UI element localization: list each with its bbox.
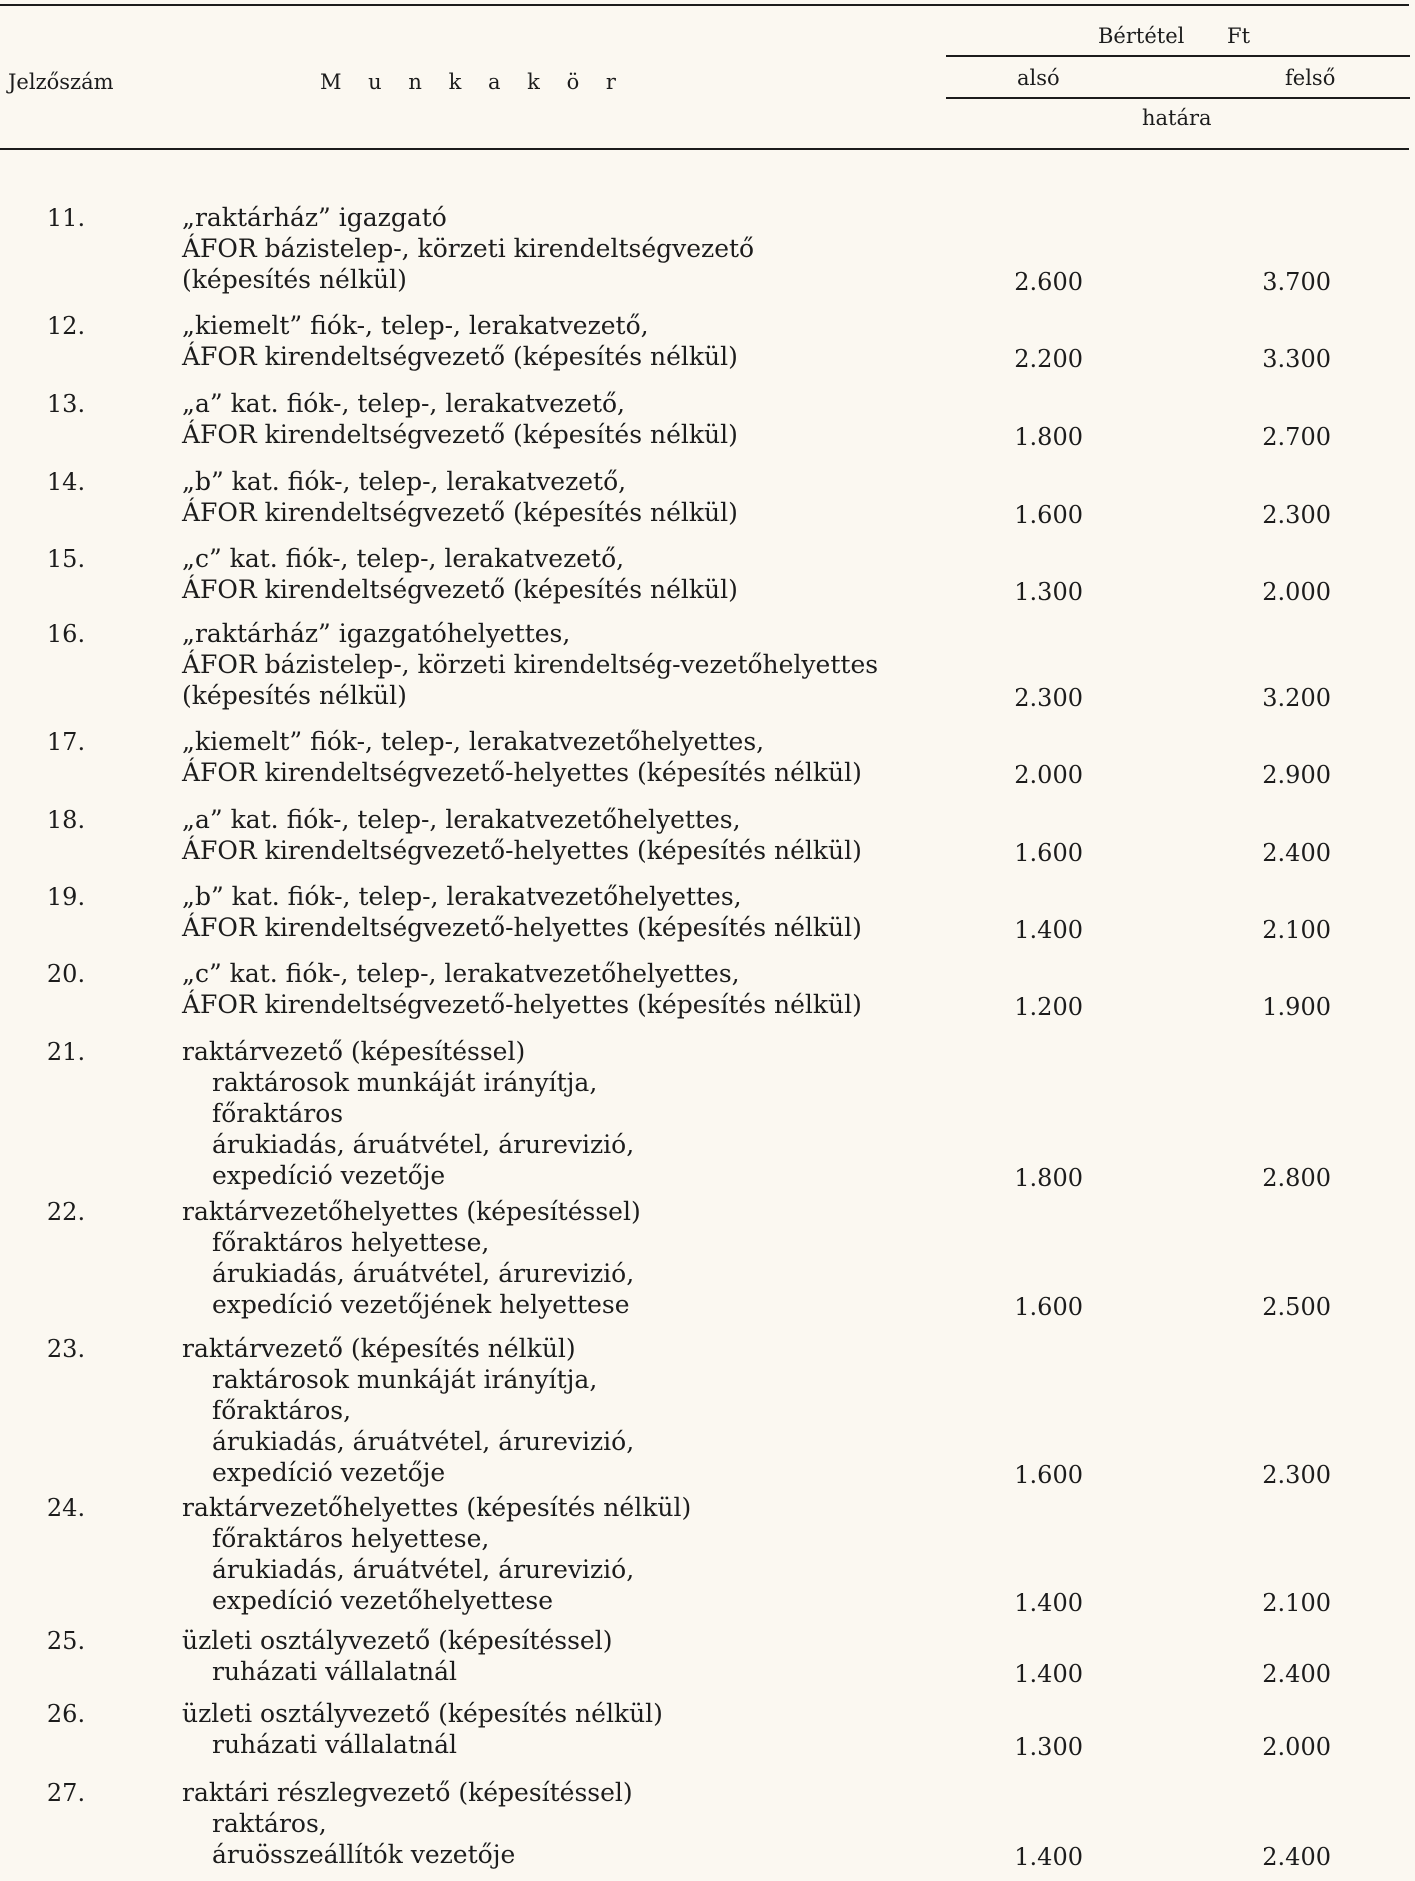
header-felso: felső — [1285, 66, 1336, 90]
description-line: üzleti osztályvezető (képesítés nélkül) — [182, 1699, 663, 1728]
description-line: „raktárház” igazgatóhelyettes, — [182, 619, 571, 648]
description-line: „a” kat. fiók-, telep-, lerakatvezető, — [182, 389, 626, 418]
wage-lower-value: 2.000 — [1014, 761, 1083, 789]
description-line: „raktárház” igazgató — [182, 203, 447, 232]
description-line: ÁFOR kirendeltségvezető-helyettes (képesítés nélkül) — [182, 758, 862, 787]
description-line: „a” kat. fiók-, telep-, lerakatvezetőhelyettes, — [182, 805, 741, 834]
description-line: ÁFOR kirendeltségvezető-helyettes (képesítés nélkül) — [182, 836, 862, 865]
wage-upper-value: 1.900 — [1262, 993, 1331, 1021]
description-line: „kiemelt” fiók-, telep-, lerakatvezető, — [182, 311, 649, 340]
wage-upper-value: 2.900 — [1262, 761, 1331, 789]
description-line: expedíció vezetője — [212, 1161, 446, 1190]
wage-upper-value: 2.400 — [1262, 1843, 1331, 1871]
description-line: raktárosok munkáját irányítja, — [212, 1068, 598, 1097]
description-line: raktárvezetőhelyettes (képesítéssel) — [182, 1197, 641, 1226]
wage-upper-value: 2.100 — [1262, 916, 1331, 944]
row-code: 12. — [46, 312, 86, 340]
description-line: „kiemelt” fiók-, telep-, lerakatvezetőhelyettes, — [182, 727, 765, 756]
header-hatara: határa — [1142, 106, 1212, 130]
row-code: 24. — [46, 1494, 86, 1522]
wage-lower-value: 1.400 — [1014, 1660, 1083, 1688]
description-line: árukiadás, áruátvétel, árurevizió, — [212, 1130, 635, 1159]
description-line: „c” kat. fiók-, telep-, lerakatvezetőhelyettes, — [182, 959, 740, 988]
row-description — [182, 958, 862, 1020]
description-line: raktári részlegvezető (képesítéssel) — [182, 1778, 633, 1807]
description-line: ruházati vállalatnál — [212, 1657, 457, 1686]
row-description — [182, 466, 738, 528]
wage-lower-value: 1.800 — [1014, 1164, 1083, 1192]
description-line: főraktáros helyettese, — [212, 1524, 490, 1553]
description-line: raktárvezető (képesítés nélkül) — [182, 1334, 576, 1363]
row-description — [182, 1698, 663, 1760]
bertetel-rule — [946, 55, 1410, 57]
row-description — [182, 543, 738, 605]
row-code: 21. — [46, 1038, 86, 1066]
row-code: 23. — [46, 1335, 86, 1363]
description-line: főraktáros, — [212, 1396, 352, 1425]
description-line: ÁFOR kirendeltségvezető (képesítés nélkül) — [182, 420, 738, 449]
description-line: „c” kat. fiók-, telep-, lerakatvezető, — [182, 544, 625, 573]
description-line: raktárvezetőhelyettes (képesítés nélkül) — [182, 1493, 692, 1522]
description-line: raktárosok munkáját irányítja, — [212, 1365, 598, 1394]
row-code: 16. — [46, 620, 86, 648]
description-line: ÁFOR bázistelep-, körzeti kirendeltségvezető — [182, 234, 755, 263]
description-line: árukiadás, áruátvétel, árurevizió, — [212, 1427, 635, 1456]
wage-lower-value: 1.400 — [1014, 1589, 1083, 1617]
wage-upper-value: 2.700 — [1262, 423, 1331, 451]
row-code: 25. — [46, 1627, 86, 1655]
row-description — [182, 202, 754, 295]
description-line: „b” kat. fiók-, telep-, lerakatvezetőhelyettes, — [182, 882, 742, 911]
row-description — [182, 1777, 633, 1870]
row-description — [182, 1036, 634, 1191]
wage-lower-value: 1.300 — [1014, 578, 1083, 606]
description-line: üzleti osztályvezető (képesítéssel) — [182, 1626, 613, 1655]
row-description — [182, 1333, 634, 1488]
description-line: raktárvezető (képesítéssel) — [182, 1037, 526, 1066]
description-line: expedíció vezetőhelyettese — [212, 1586, 553, 1615]
wage-upper-value: 2.400 — [1262, 1660, 1331, 1688]
description-line: raktáros, — [212, 1809, 327, 1838]
description-line: ÁFOR kirendeltségvezető (képesítés nélkül) — [182, 575, 738, 604]
description-line: (képesítés nélkül) — [182, 681, 407, 710]
wage-upper-value: 3.700 — [1262, 268, 1331, 296]
row-description — [182, 388, 738, 450]
description-line: expedíció vezetője — [212, 1458, 446, 1487]
header-bertetel: Bértétel — [1098, 24, 1185, 48]
description-line: (képesítés nélkül) — [182, 265, 407, 294]
description-line: árukiadás, áruátvétel, árurevizió, — [212, 1555, 635, 1584]
description-line: ruházati vállalatnál — [212, 1730, 457, 1759]
row-code: 26. — [46, 1700, 86, 1728]
description-line: főraktáros helyettese, — [212, 1228, 490, 1257]
header-munkakor: M u n k a k ö r — [320, 70, 626, 94]
description-line: árukiadás, áruátvétel, árurevizió, — [212, 1259, 635, 1288]
header-jelzoszam: Jelzőszám — [8, 70, 114, 94]
header-bottom-rule — [0, 148, 1409, 150]
row-code: 19. — [46, 883, 86, 911]
wage-upper-value: 2.000 — [1262, 578, 1331, 606]
wage-upper-value: 2.000 — [1262, 1733, 1331, 1761]
wage-upper-value: 3.200 — [1262, 684, 1331, 712]
row-description — [182, 1196, 641, 1320]
wage-upper-value: 2.400 — [1262, 839, 1331, 867]
wage-lower-value: 2.600 — [1014, 268, 1083, 296]
description-line: ÁFOR kirendeltségvezető-helyettes (képesítés nélkül) — [182, 990, 862, 1019]
description-line: expedíció vezetőjének helyettese — [212, 1290, 630, 1319]
wage-upper-value: 2.300 — [1262, 1461, 1331, 1489]
row-code: 11. — [46, 204, 86, 232]
wage-lower-value: 1.600 — [1014, 1293, 1083, 1321]
wage-lower-value: 1.600 — [1014, 839, 1083, 867]
wage-lower-value: 2.300 — [1014, 684, 1083, 712]
row-description — [182, 804, 862, 866]
header-also: alsó — [1017, 66, 1060, 90]
row-code: 18. — [46, 806, 86, 834]
header-ft: Ft — [1227, 24, 1251, 48]
description-line: „b” kat. fiók-, telep-, lerakatvezető, — [182, 467, 627, 496]
wage-upper-value: 2.100 — [1262, 1589, 1331, 1617]
row-code: 13. — [46, 390, 86, 418]
wage-lower-value: 1.600 — [1014, 1461, 1083, 1489]
also-felso-rule — [946, 97, 1410, 99]
wage-upper-value: 3.300 — [1262, 345, 1331, 373]
row-code: 14. — [46, 468, 86, 496]
description-line: főraktáros — [212, 1099, 344, 1128]
description-line: áruösszeállítók vezetője — [212, 1840, 516, 1869]
wage-lower-value: 1.400 — [1014, 1843, 1083, 1871]
row-description — [182, 726, 862, 788]
description-line: ÁFOR kirendeltségvezető-helyettes (képesítés nélkül) — [182, 913, 862, 942]
row-description — [182, 618, 878, 711]
top-rule — [0, 4, 1409, 6]
row-code: 17. — [46, 728, 86, 756]
row-code: 27. — [46, 1779, 86, 1807]
row-code: 15. — [46, 545, 86, 573]
row-description — [182, 1625, 612, 1687]
wage-lower-value: 1.300 — [1014, 1733, 1083, 1761]
row-description — [182, 1492, 691, 1616]
description-line: ÁFOR bázistelep-, körzeti kirendeltség-vezetőhelyettes — [182, 650, 879, 679]
wage-lower-value: 1.400 — [1014, 916, 1083, 944]
wage-upper-value: 2.800 — [1262, 1164, 1331, 1192]
wage-upper-value: 2.300 — [1262, 501, 1331, 529]
wage-lower-value: 1.600 — [1014, 501, 1083, 529]
wage-lower-value: 1.800 — [1014, 423, 1083, 451]
wage-lower-value: 1.200 — [1014, 993, 1083, 1021]
row-code: 20. — [46, 960, 86, 988]
wage-upper-value: 2.500 — [1262, 1293, 1331, 1321]
row-code: 22. — [46, 1198, 86, 1226]
description-line: ÁFOR kirendeltségvezető (képesítés nélkül) — [182, 498, 738, 527]
row-description — [182, 310, 738, 372]
description-line: ÁFOR kirendeltségvezető (képesítés nélkül) — [182, 342, 738, 371]
row-description — [182, 881, 862, 943]
wage-lower-value: 2.200 — [1014, 345, 1083, 373]
